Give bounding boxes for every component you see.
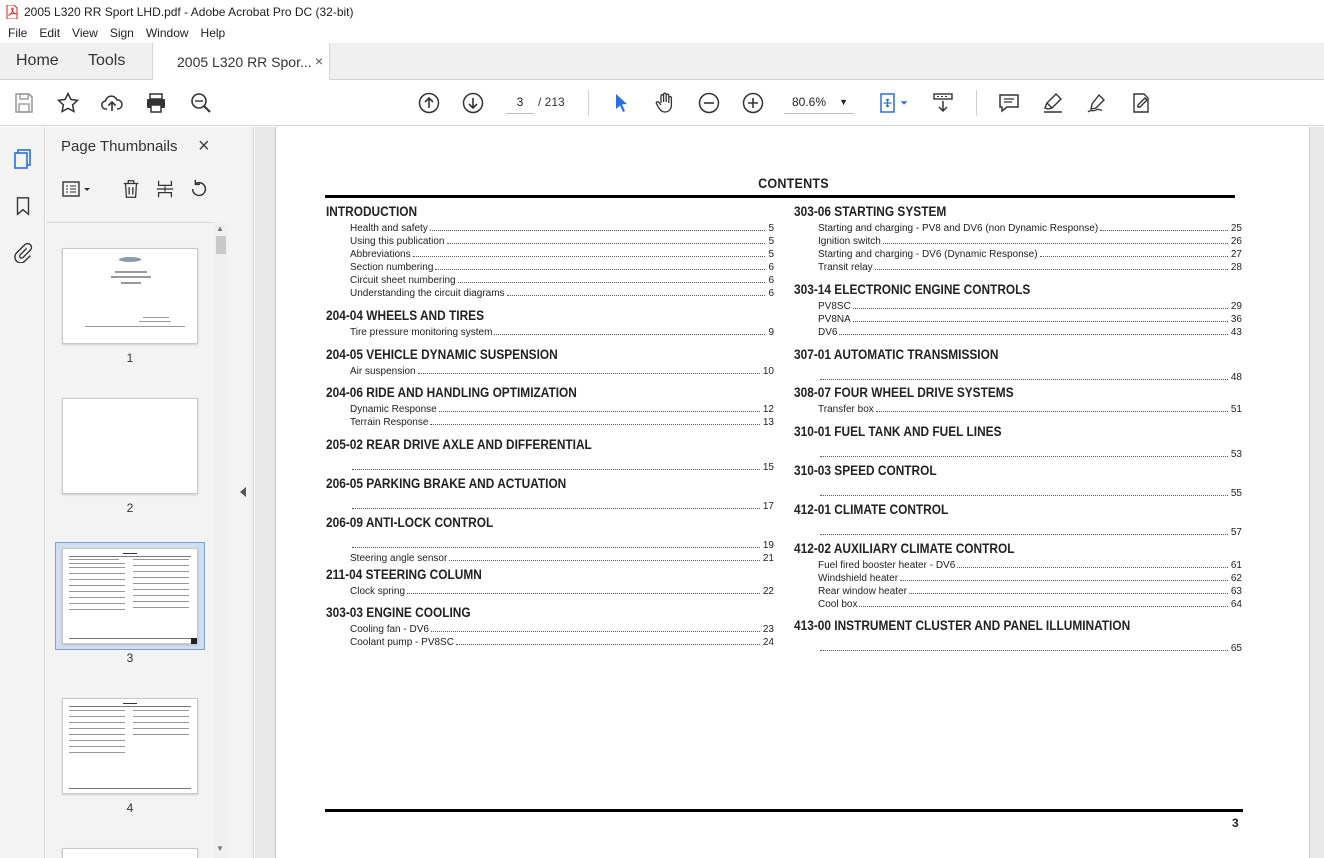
toc-entry-label: Clock spring bbox=[350, 586, 406, 597]
toc-entry-page: 48 bbox=[1228, 372, 1242, 383]
toc-entry[interactable] bbox=[818, 558, 1242, 571]
arrow-down-icon[interactable] bbox=[460, 90, 486, 116]
toc-entry[interactable] bbox=[350, 286, 774, 299]
toc-section-title[interactable]: 211-04 STEERING COLUMN bbox=[326, 567, 482, 582]
toc-entry-page: 26 bbox=[1228, 236, 1242, 247]
toc-entry-page: 23 bbox=[760, 624, 774, 635]
tab-document-label: 2005 L320 RR Spor... bbox=[177, 54, 312, 70]
scroll-up-icon[interactable]: ▲ bbox=[216, 224, 224, 233]
menu-sign[interactable]: Sign bbox=[109, 26, 134, 40]
toc-entry[interactable] bbox=[350, 273, 774, 286]
toc-entry-page: 15 bbox=[760, 462, 774, 473]
menu-edit[interactable]: Edit bbox=[39, 26, 61, 40]
toc-leader-dots bbox=[853, 321, 1228, 322]
toc-leader-dots bbox=[456, 644, 760, 645]
zoom-search-icon[interactable] bbox=[188, 90, 214, 116]
thumbnail-page-number: 3 bbox=[126, 651, 134, 665]
thumbnail-options-icon[interactable] bbox=[60, 177, 94, 201]
toc-entry[interactable] bbox=[818, 584, 1242, 597]
toc-entry[interactable] bbox=[818, 247, 1242, 260]
toc-entry-page: 19 bbox=[760, 540, 774, 551]
toc-leader-dots bbox=[909, 593, 1228, 594]
toc-leader-dots bbox=[957, 567, 1228, 568]
toc-entry-label: Health and safety bbox=[350, 223, 428, 234]
thumbnail-page-number: 2 bbox=[126, 501, 134, 515]
toc-section-title[interactable]: 310-03 SPEED CONTROL bbox=[794, 463, 937, 478]
toc-entry[interactable] bbox=[350, 551, 774, 564]
toc-entry-label: Starting and charging - PV8 and DV6 (non Dynamic Response) bbox=[818, 223, 1099, 234]
toc-entry-label: Tire pressure monitoring system bbox=[350, 327, 493, 338]
toc-leader-dots bbox=[853, 308, 1228, 309]
highlight-icon[interactable] bbox=[1040, 90, 1066, 116]
toc-section-title[interactable]: 205-02 REAR DRIVE AXLE AND DIFFERENTIAL bbox=[326, 437, 592, 452]
toc-leader-dots bbox=[413, 256, 766, 257]
toc-leader-dots bbox=[352, 469, 760, 470]
toc-leader-dots bbox=[820, 456, 1228, 457]
fit-dropdown-icon[interactable] bbox=[897, 90, 911, 116]
toc-entry[interactable] bbox=[350, 635, 774, 648]
toc-leader-dots bbox=[439, 411, 760, 412]
toc-section-title[interactable]: 308-07 FOUR WHEEL DRIVE SYSTEMS bbox=[794, 385, 1014, 400]
toc-leader-dots bbox=[820, 534, 1228, 535]
zoom-level-select[interactable] bbox=[784, 90, 854, 114]
toc-entry[interactable] bbox=[818, 221, 1242, 234]
page-total: / 213 bbox=[538, 95, 565, 109]
thumbnail-page-2[interactable] bbox=[62, 398, 198, 494]
toc-entry[interactable] bbox=[818, 641, 1242, 654]
toc-entry-label: Terrain Response bbox=[350, 417, 429, 428]
heading-rule bbox=[325, 195, 1235, 198]
toc-entry-page: 63 bbox=[1228, 586, 1242, 597]
thumbnail-page-1[interactable] bbox=[62, 248, 198, 344]
scroll-down-icon[interactable]: ▼ bbox=[216, 844, 224, 853]
comment-icon[interactable] bbox=[996, 90, 1022, 116]
toc-leader-dots bbox=[883, 243, 1228, 244]
tab-bar bbox=[0, 43, 1324, 80]
toc-leader-dots bbox=[1100, 230, 1228, 231]
toolbar-divider bbox=[976, 90, 977, 116]
toc-section-title[interactable]: 206-05 PARKING BRAKE AND ACTUATION bbox=[326, 476, 567, 491]
toc-entry-label: Using this publication bbox=[350, 236, 445, 247]
toc-entry-label: Transit relay bbox=[818, 262, 873, 273]
toc-entry-page: 55 bbox=[1228, 488, 1242, 499]
toc-entry-label: Rear window heater bbox=[818, 586, 907, 597]
print-icon[interactable] bbox=[143, 90, 169, 116]
paperclip-icon[interactable] bbox=[10, 239, 36, 265]
toc-section-title[interactable]: 204-04 WHEELS AND TIRES bbox=[326, 308, 485, 323]
toc-entry-label: PV8NA bbox=[818, 314, 851, 325]
toc-entry-page: 57 bbox=[1228, 527, 1242, 538]
toc-entry-page: 6 bbox=[765, 275, 774, 286]
toc-entry-page: 53 bbox=[1228, 449, 1242, 460]
toc-entry-label: Abbreviations bbox=[350, 249, 411, 260]
tab-document[interactable] bbox=[152, 43, 330, 80]
toc-entry-label: Circuit sheet numbering bbox=[350, 275, 456, 286]
toolbar-divider bbox=[588, 90, 589, 116]
menu-file[interactable]: File bbox=[8, 26, 28, 40]
toc-section-title[interactable]: 303-06 STARTING SYSTEM bbox=[794, 204, 947, 219]
toc-leader-dots bbox=[494, 334, 765, 335]
toc-leader-dots bbox=[352, 547, 760, 548]
thumbnail-page-number: 4 bbox=[126, 801, 134, 815]
toc-entry[interactable] bbox=[818, 234, 1242, 247]
toc-entry[interactable] bbox=[350, 538, 774, 551]
menu-window[interactable]: Window bbox=[145, 26, 189, 40]
toc-entry[interactable] bbox=[818, 447, 1242, 460]
toc-entry[interactable] bbox=[350, 402, 774, 415]
toc-entry-page: 27 bbox=[1228, 249, 1242, 260]
toc-entry-label: Understanding the circuit diagrams bbox=[350, 288, 505, 299]
footer-rule bbox=[325, 809, 1243, 812]
scrollbar-thumb[interactable] bbox=[216, 236, 226, 254]
tab-tools[interactable]: Tools bbox=[88, 52, 126, 69]
toc-entry[interactable] bbox=[818, 597, 1242, 610]
toc-entry[interactable] bbox=[350, 622, 774, 635]
left-rail bbox=[0, 127, 45, 858]
toc-section-title[interactable]: 204-05 VEHICLE DYNAMIC SUSPENSION bbox=[326, 347, 558, 362]
toc-entry-page: 6 bbox=[765, 288, 774, 299]
toc-entry-page: 9 bbox=[765, 327, 774, 338]
save-icon[interactable] bbox=[11, 90, 37, 116]
toc-entry[interactable] bbox=[350, 460, 774, 473]
toc-entry-page: 5 bbox=[765, 223, 774, 234]
pointer-icon[interactable] bbox=[608, 90, 634, 116]
toc-leader-dots bbox=[407, 593, 760, 594]
toc-entry-page: 13 bbox=[760, 417, 774, 428]
toc-entry-label: DV6 bbox=[818, 327, 838, 338]
toc-entry-label: Ignition switch bbox=[818, 236, 881, 247]
toc-leader-dots bbox=[431, 631, 760, 632]
toc-entry-page: 21 bbox=[760, 553, 774, 564]
toc-entry-page: 65 bbox=[1228, 643, 1242, 654]
toc-entry-page: 24 bbox=[760, 637, 774, 648]
menu-view[interactable]: View bbox=[72, 26, 98, 40]
panel-collapse-handle[interactable] bbox=[232, 127, 254, 858]
toc-entry-page: 28 bbox=[1228, 262, 1242, 273]
toc-entry-page: 22 bbox=[760, 586, 774, 597]
arrow-up-icon[interactable] bbox=[416, 90, 442, 116]
toc-entry-label: Cooling fan - DV6 bbox=[350, 624, 429, 635]
toc-entry[interactable] bbox=[818, 260, 1242, 273]
toc-section-title[interactable]: INTRODUCTION bbox=[326, 204, 418, 219]
toc-leader-dots bbox=[458, 282, 766, 283]
toc-entry[interactable] bbox=[818, 370, 1242, 383]
toc-entry[interactable] bbox=[818, 312, 1242, 325]
toc-entry-label: Dynamic Response bbox=[350, 404, 437, 415]
toc-leader-dots bbox=[820, 379, 1228, 380]
toc-entry-label: Fuel fired booster heater - DV6 bbox=[818, 560, 956, 571]
toc-entry[interactable] bbox=[350, 260, 774, 273]
toc-entry-label: Coolant pump - PV8SC bbox=[350, 637, 454, 648]
toc-entry[interactable] bbox=[818, 486, 1242, 499]
upload-icon[interactable] bbox=[99, 90, 125, 116]
contents-heading: CONTENTS bbox=[758, 175, 829, 191]
toc-entry-page: 29 bbox=[1228, 301, 1242, 312]
toc-section-title[interactable]: 206-09 ANTI-LOCK CONTROL bbox=[326, 515, 494, 530]
toc-leader-dots bbox=[859, 606, 1227, 607]
toc-entry-page: 43 bbox=[1228, 327, 1242, 338]
toc-entry[interactable] bbox=[350, 499, 774, 512]
toc-entry[interactable] bbox=[350, 584, 774, 597]
thumbnail-list bbox=[46, 222, 214, 858]
toc-leader-dots bbox=[876, 411, 1228, 412]
toc-entry-page: 64 bbox=[1228, 599, 1242, 610]
toc-entry-label: Windshield heater bbox=[818, 573, 899, 584]
toc-entry-label: Starting and charging - DV6 (Dynamic Response) bbox=[818, 249, 1038, 260]
toc-leader-dots bbox=[900, 580, 1228, 581]
tab-home[interactable]: Home bbox=[16, 52, 59, 69]
zoom-value: 80.6% bbox=[792, 95, 827, 109]
toc-section-title[interactable]: 413-00 INSTRUMENT CLUSTER AND PANEL ILLUMINATION bbox=[794, 618, 1131, 633]
thumbnail-scrollbar[interactable] bbox=[214, 222, 228, 858]
toc-entry-page: 17 bbox=[760, 501, 774, 512]
toc-entry[interactable] bbox=[818, 525, 1242, 538]
toc-entry-page: 5 bbox=[765, 236, 774, 247]
toc-entry-page: 61 bbox=[1228, 560, 1242, 571]
pdf-page bbox=[275, 127, 1310, 858]
star-icon[interactable] bbox=[55, 90, 81, 116]
toc-leader-dots bbox=[839, 334, 1227, 335]
tab-close-icon[interactable]: × bbox=[314, 53, 323, 69]
page-thumbnails-icon[interactable] bbox=[10, 146, 36, 172]
toc-section-title[interactable]: 307-01 AUTOMATIC TRANSMISSION bbox=[794, 347, 999, 362]
toc-entry-label: Transfer box bbox=[818, 404, 874, 415]
toc-entry-page: 25 bbox=[1228, 223, 1242, 234]
zoom-out-icon[interactable] bbox=[696, 90, 722, 116]
toc-leader-dots bbox=[507, 295, 766, 296]
toc-leader-dots bbox=[1040, 256, 1228, 257]
toc-entry[interactable] bbox=[818, 299, 1242, 312]
page-thumbnails-panel bbox=[46, 127, 232, 858]
document-view[interactable] bbox=[255, 127, 1324, 858]
toc-entry-page: 10 bbox=[760, 366, 774, 377]
toc-leader-dots bbox=[430, 230, 766, 231]
toc-leader-dots bbox=[449, 560, 760, 561]
toc-entry-page: 62 bbox=[1228, 573, 1242, 584]
toc-entry[interactable] bbox=[350, 415, 774, 428]
toc-leader-dots bbox=[430, 424, 760, 425]
toc-leader-dots bbox=[447, 243, 766, 244]
thumbnail-page-3[interactable] bbox=[62, 548, 198, 644]
menu-help[interactable]: Help bbox=[200, 26, 226, 40]
chevron-down-icon: ▼ bbox=[839, 97, 848, 107]
toc-leader-dots bbox=[820, 650, 1228, 651]
toc-leader-dots bbox=[875, 269, 1228, 270]
toc-entry-page: 36 bbox=[1228, 314, 1242, 325]
toc-entry-label: Cool box bbox=[818, 599, 858, 610]
draw-icon[interactable] bbox=[1084, 90, 1110, 116]
toc-section-title[interactable]: 204-06 RIDE AND HANDLING OPTIMIZATION bbox=[326, 385, 577, 400]
toc-entry[interactable] bbox=[350, 247, 774, 260]
acrobat-pdf-icon bbox=[6, 5, 18, 19]
thumbnail-page-number: 1 bbox=[126, 351, 134, 365]
toc-leader-dots bbox=[418, 373, 760, 374]
toc-entry[interactable] bbox=[818, 571, 1242, 584]
menu-bar bbox=[0, 23, 1324, 43]
toc-section-title[interactable]: 303-03 ENGINE COOLING bbox=[326, 605, 471, 620]
window-title: 2005 L320 RR Sport LHD.pdf - Adobe Acrobat Pro DC (32-bit) bbox=[24, 4, 354, 19]
toc-entry[interactable] bbox=[818, 325, 1242, 338]
toc-entry-label: PV8SC bbox=[818, 301, 851, 312]
toc-entry[interactable] bbox=[818, 402, 1242, 415]
toc-section-title[interactable]: 310-01 FUEL TANK AND FUEL LINES bbox=[794, 424, 1002, 439]
toc-entry[interactable] bbox=[350, 221, 774, 234]
rotate-icon[interactable] bbox=[187, 177, 211, 201]
toc-entry[interactable] bbox=[350, 364, 774, 377]
toc-section-title[interactable]: 412-01 CLIMATE CONTROL bbox=[794, 502, 949, 517]
hand-icon[interactable] bbox=[652, 90, 678, 116]
extract-pages-icon[interactable] bbox=[153, 177, 177, 201]
close-icon[interactable]: × bbox=[198, 135, 210, 157]
panel-title: Page Thumbnails bbox=[61, 138, 178, 155]
toc-entry-page: 51 bbox=[1228, 404, 1242, 415]
toc-entry-label: Steering angle sensor bbox=[350, 553, 448, 564]
toc-leader-dots bbox=[352, 508, 760, 509]
toc-entry[interactable] bbox=[350, 325, 774, 338]
title-bar bbox=[0, 0, 1324, 23]
fill-sign-icon[interactable] bbox=[1128, 90, 1154, 116]
thumbnail-page-5[interactable] bbox=[62, 848, 198, 858]
toc-entry-label: Air suspension bbox=[350, 366, 416, 377]
toc-entry-page: 12 bbox=[760, 404, 774, 415]
toc-entry[interactable] bbox=[350, 234, 774, 247]
scroll-mode-icon[interactable] bbox=[930, 90, 956, 116]
toc-entry-page: 5 bbox=[765, 249, 774, 260]
toolbar bbox=[0, 80, 1324, 126]
collapse-left-icon bbox=[240, 487, 246, 497]
thumbnail-page-4[interactable] bbox=[62, 698, 198, 794]
toc-leader-dots bbox=[435, 269, 765, 270]
toc-entry-label: Section numbering bbox=[350, 262, 434, 273]
toc-section-title[interactable]: 303-14 ELECTRONIC ENGINE CONTROLS bbox=[794, 282, 1031, 297]
toc-entry-page: 6 bbox=[765, 262, 774, 273]
toc-leader-dots bbox=[820, 495, 1228, 496]
bookmark-icon[interactable] bbox=[10, 193, 36, 219]
toc-section-title[interactable]: 412-02 AUXILIARY CLIMATE CONTROL bbox=[794, 541, 1015, 556]
page-number: 3 bbox=[1232, 816, 1239, 830]
page-number-input[interactable]: 3 bbox=[506, 90, 534, 114]
zoom-in-icon[interactable] bbox=[740, 90, 766, 116]
thumbnail-toolbar bbox=[46, 173, 232, 207]
trash-icon[interactable] bbox=[119, 177, 143, 201]
